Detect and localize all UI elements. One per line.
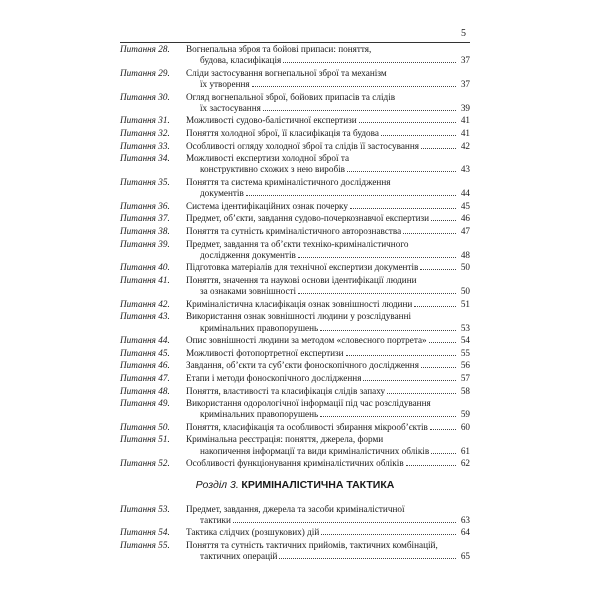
toc-entry xyxy=(120,44,470,66)
toc-entry xyxy=(120,348,470,359)
toc-entry-label: Питання 37. xyxy=(120,213,170,224)
toc-entry-page: 61 xyxy=(460,445,470,456)
toc-entry-label: Питання 36. xyxy=(120,200,170,211)
toc-entry-title: накопичення інформації та види криміналістичних обліків xyxy=(200,445,430,456)
toc-entry-page: 54 xyxy=(460,335,470,346)
toc-entry xyxy=(120,504,470,526)
toc-entry-label: Питання 54. xyxy=(120,527,170,538)
toc-entry-page: 57 xyxy=(460,372,470,383)
toc-entry-page: 50 xyxy=(460,262,470,273)
toc-entry-page: 37 xyxy=(460,55,470,66)
toc-entry xyxy=(120,141,470,152)
toc-entry xyxy=(120,434,470,456)
toc-list-before-section xyxy=(120,44,470,469)
dot-leader xyxy=(233,522,456,523)
toc-entry-label: Питання 35. xyxy=(120,176,170,187)
toc-list-after-section xyxy=(120,504,470,563)
toc-entry-label: Питання 38. xyxy=(120,225,170,236)
dot-leader xyxy=(381,135,456,136)
toc-entry-page: 59 xyxy=(460,409,470,420)
dot-leader xyxy=(320,416,456,417)
toc-entry-label: Питання 42. xyxy=(120,298,170,309)
toc-entry xyxy=(120,213,470,224)
dot-leader xyxy=(321,534,456,535)
toc-entry-label: Питання 53. xyxy=(120,503,170,514)
toc-entry-title: Етапи і методи фоноскопічного дослідження xyxy=(186,372,362,383)
toc-entry-page: 46 xyxy=(460,213,470,224)
toc-entry-title: Тактика слідчих (розшукових) дій xyxy=(186,527,320,538)
toc-entry xyxy=(120,311,470,333)
toc-entry-label: Питання 40. xyxy=(120,262,170,273)
dot-leader xyxy=(320,330,456,331)
toc-entry-page: 41 xyxy=(460,115,470,126)
toc-entry-page: 65 xyxy=(460,551,470,562)
dot-leader xyxy=(421,148,456,149)
dot-leader xyxy=(359,122,456,123)
toc-entry xyxy=(120,386,470,397)
dot-leader xyxy=(298,293,456,294)
toc-entry-page: 64 xyxy=(460,527,470,538)
toc-entry-label: Питання 45. xyxy=(120,347,170,358)
toc-entry-label: Питання 52. xyxy=(120,458,170,469)
toc-entry-title: Можливості судово-балістичної експертизи xyxy=(186,115,357,126)
toc-entry xyxy=(120,177,470,199)
dot-leader xyxy=(246,195,456,196)
toc-entry-title: Поняття та система криміналістичного дослідження xyxy=(186,176,391,187)
toc-entry-page: 48 xyxy=(460,249,470,260)
toc-entry-title: їх утворення xyxy=(200,79,250,89)
page-number: 5 xyxy=(461,28,466,39)
toc-entry-title: Можливості експертизи холодної зброї та xyxy=(186,153,350,164)
dot-leader xyxy=(403,233,456,234)
dot-leader xyxy=(283,62,456,63)
toc-entry xyxy=(120,360,470,371)
toc-entry-title: кримінальних правопорушень xyxy=(200,409,319,420)
toc-entry-page: 58 xyxy=(460,385,470,396)
toc-entry-title: Поняття та сутність тактичних прийомів, тактичних комбінацій, xyxy=(186,540,438,551)
toc-entry-title: за ознаками зовнішності xyxy=(200,286,297,297)
dot-leader xyxy=(421,367,456,368)
toc-entry-label: Питання 43. xyxy=(120,311,170,322)
toc-entry xyxy=(120,92,470,114)
toc-entry-title: Особливості огляду холодної зброї та слідів її застосування xyxy=(186,140,419,151)
toc-entry-title: Сліди застосування вогнепальної зброї та механізм xyxy=(186,67,387,78)
toc-entry-title: Система ідентифікаційних ознак почерку xyxy=(186,200,348,211)
dot-leader xyxy=(406,465,456,466)
toc-entry xyxy=(120,335,470,346)
toc-entry-label: Питання 31. xyxy=(120,115,170,126)
toc-entry-title: Предмет, об’єкти, завдання судово-почеркознавчої експертизи xyxy=(186,213,430,224)
toc-entry-label: Питання 47. xyxy=(120,372,170,383)
toc-entry-label: Питання 39. xyxy=(120,238,170,249)
toc-entry-label: Питання 30. xyxy=(120,91,170,102)
toc-entry-label: Питання 50. xyxy=(120,421,170,432)
toc-entry-title: Поняття, властивості та класифікація слідів запаху xyxy=(186,385,386,396)
toc-entry xyxy=(120,373,470,384)
toc-entry-page: 44 xyxy=(460,188,470,199)
toc-entry xyxy=(120,422,470,433)
toc-entry-page: 51 xyxy=(460,298,470,309)
toc-entry-title: Можливості фотопортретної експертизи xyxy=(186,347,344,358)
table-of-contents xyxy=(120,44,470,564)
toc-entry-page: 53 xyxy=(460,322,470,333)
toc-entry xyxy=(120,527,470,538)
toc-entry-page: 47 xyxy=(460,225,470,236)
dot-leader xyxy=(431,220,456,221)
toc-entry xyxy=(120,201,470,212)
toc-entry-label: Питання 32. xyxy=(120,127,170,138)
toc-entry-label: Питання 48. xyxy=(120,385,170,396)
toc-entry xyxy=(120,128,470,139)
toc-entry-title: Вогнепальна зброя та бойові припаси: поняття, xyxy=(186,44,372,54)
toc-entry xyxy=(120,398,470,420)
toc-entry-page: 55 xyxy=(460,347,470,358)
dot-leader xyxy=(252,86,456,87)
toc-entry xyxy=(120,540,470,562)
dot-leader xyxy=(350,208,456,209)
toc-entry xyxy=(120,299,470,310)
toc-entry-title: документів xyxy=(200,188,244,199)
toc-entry-page: 42 xyxy=(460,140,470,151)
toc-entry-title: дослідження документів xyxy=(200,249,296,260)
toc-entry-title: Огляд вогнепальної зброї, бойових припасів та слідів xyxy=(186,91,396,102)
toc-entry-page: 41 xyxy=(460,127,470,138)
toc-entry-page: 63 xyxy=(460,514,470,525)
toc-entry-title: Поняття та сутність криміналістичного авторознавства xyxy=(186,225,402,236)
toc-entry-title: кримінальних правопорушень xyxy=(200,322,319,333)
toc-entry xyxy=(120,262,470,273)
toc-entry-title: конструктивно схожих з нею виробів xyxy=(200,164,346,175)
toc-entry-title: Опис зовнішності людини за методом «словесного портрета» xyxy=(186,335,427,346)
dot-leader xyxy=(387,393,456,394)
toc-entry-label: Питання 46. xyxy=(120,360,170,371)
toc-entry-label: Питання 34. xyxy=(120,153,170,164)
toc-entry-title: Завдання, об’єкти та суб’єкти фоноскопічного дослідження xyxy=(186,360,419,371)
toc-entry-label: Питання 51. xyxy=(120,434,170,445)
dot-leader xyxy=(298,257,456,258)
toc-entry-title: Кримінальна реєстрація: поняття, джерела, форми xyxy=(186,434,384,445)
toc-entry-page: 45 xyxy=(460,200,470,211)
toc-entry-title: тактики xyxy=(200,514,231,525)
dot-leader xyxy=(431,453,456,454)
toc-entry-title: Особливості функціонування криміналістичних обліків xyxy=(186,458,404,469)
section-title: КРИМІНАЛІСТИЧНА ТАКТИКА xyxy=(241,479,395,492)
toc-entry-title: Криміналістична класифікація ознак зовнішності людини xyxy=(186,298,413,309)
toc-entry-page: 37 xyxy=(460,79,470,89)
top-rule xyxy=(120,42,470,43)
toc-entry-title: Поняття холодної зброї, її класифікація та будова xyxy=(186,127,379,138)
toc-entry-label: Питання 33. xyxy=(120,140,170,151)
toc-entry-label: Питання 29. xyxy=(120,67,170,78)
toc-entry-page: 56 xyxy=(460,360,470,371)
toc-entry-title: їх застосування xyxy=(200,102,261,113)
toc-entry-title: Предмет, завдання, джерела та засоби криміналістичної xyxy=(186,503,405,514)
toc-entry-label: Питання 55. xyxy=(120,540,170,551)
dot-leader xyxy=(414,306,456,307)
toc-entry-title: Використання ознак зовнішності людини у розслідуванні xyxy=(186,311,412,322)
toc-entry xyxy=(120,115,470,126)
toc-entry-label: Питання 28. xyxy=(120,44,170,54)
toc-entry-title: Поняття, значення та наукові основи ідентифікації людини xyxy=(186,274,417,285)
dot-leader xyxy=(430,429,456,430)
dot-leader xyxy=(429,342,456,343)
section-heading xyxy=(120,480,470,491)
toc-entry-label: Питання 49. xyxy=(120,398,170,409)
dot-leader xyxy=(279,558,456,559)
dot-leader xyxy=(420,269,456,270)
toc-entry-label: Питання 41. xyxy=(120,274,170,285)
toc-entry-title: будова, класифікація xyxy=(200,55,282,66)
toc-entry-title: Використання одорологічної інформації під час розслідування xyxy=(186,398,431,409)
dot-leader xyxy=(363,380,456,381)
toc-entry xyxy=(120,275,470,297)
toc-entry-title: Поняття, класифікація та особливості збирання мікрооб’єктів xyxy=(186,421,428,432)
toc-entry-title: Предмет, завдання та об’єкти техніко-криміналістичного xyxy=(186,238,409,249)
toc-entry xyxy=(120,153,470,175)
section-label: Розділ 3. xyxy=(195,479,239,492)
toc-entry-page: 60 xyxy=(460,421,470,432)
toc-entry xyxy=(120,458,470,469)
dot-leader xyxy=(263,110,456,111)
toc-entry xyxy=(120,68,470,90)
toc-entry-page: 43 xyxy=(460,164,470,175)
toc-entry xyxy=(120,239,470,261)
dot-leader xyxy=(346,355,456,356)
dot-leader xyxy=(347,171,456,172)
toc-entry-page: 50 xyxy=(460,286,470,297)
toc-entry xyxy=(120,226,470,237)
toc-entry-label: Питання 44. xyxy=(120,335,170,346)
toc-entry-title: тактичних операцій xyxy=(200,551,278,562)
toc-entry-title: Підготовка матеріалів для технічної експертизи документів xyxy=(186,262,419,273)
toc-entry-page: 62 xyxy=(460,458,470,469)
toc-entry-page: 39 xyxy=(460,102,470,113)
